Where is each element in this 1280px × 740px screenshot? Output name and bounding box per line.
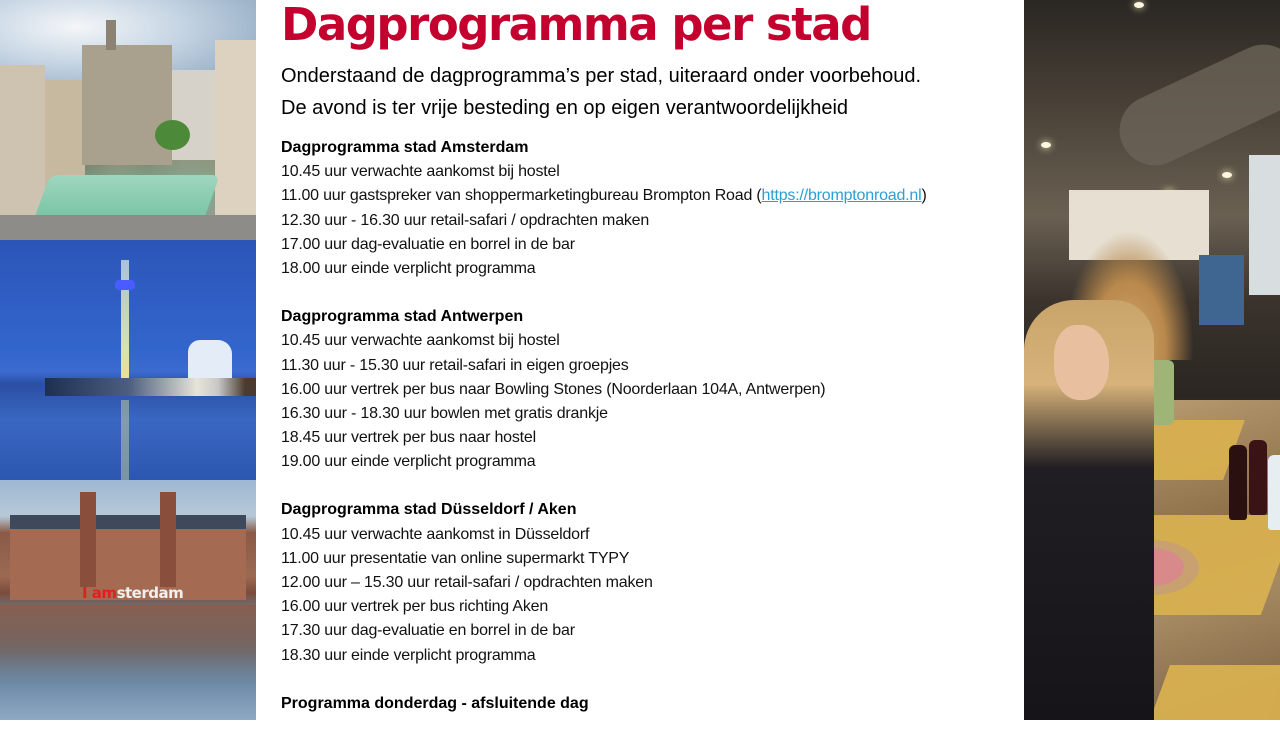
cola-bottle	[1249, 440, 1267, 515]
cola-bottle	[1229, 445, 1247, 520]
schedule-item: 17.30 uur dag-evaluatie en borrel in de bar	[281, 622, 575, 640]
schedule-item: 19.00 uur einde verplicht programma	[281, 453, 536, 471]
museum-roof	[10, 515, 246, 529]
reflecting-pool	[0, 605, 256, 720]
iamsterdam-sign	[82, 584, 183, 602]
blue-panel	[1199, 255, 1244, 325]
section-amsterdam	[281, 136, 1021, 281]
section-heading: Dagprogramma stad Antwerpen	[281, 308, 524, 326]
skyline	[45, 378, 256, 396]
intro-line: Onderstaand de dagprogramma’s per stad, uiteraard onder voorbehoud.	[281, 65, 922, 87]
antwerp-city-photo	[0, 0, 256, 240]
schedule-item: 10.45 uur verwachte aankomst bij hostel	[281, 332, 560, 350]
schedule-item: 11.30 uur - 15.30 uur retail-safari in eigen groepjes	[281, 356, 629, 374]
ceiling-light	[1041, 142, 1051, 148]
left-photo-column	[0, 0, 256, 720]
schedule-item: 10.45 uur verwachte aankomst bij hostel	[281, 163, 560, 181]
dusseldorf-skyline-photo	[0, 240, 256, 480]
building	[0, 65, 45, 215]
schedule-item: 12.30 uur - 16.30 uur retail-safari / opdrachten maken	[281, 211, 650, 229]
page-title: Dagprogramma per stad	[281, 0, 871, 51]
section-heading: Dagprogramma stad Amsterdam	[281, 139, 529, 156]
schedule-item: 10.45 uur verwachte aankomst in Düsseldorf	[281, 525, 590, 543]
section-donderdag	[281, 692, 1021, 716]
section-dusseldorf-aken	[281, 498, 1021, 667]
schedule	[281, 136, 1021, 740]
water-bottle	[1268, 455, 1280, 530]
face	[1054, 325, 1109, 400]
ceiling-light	[1134, 2, 1144, 8]
building	[215, 40, 256, 230]
sign-white-part: sterdam	[116, 584, 184, 602]
schedule-item: 12.00 uur – 15.30 uur retail-safari / opdrachten maken	[281, 574, 653, 591]
museum-tower	[160, 492, 176, 587]
ceiling-light	[1222, 172, 1232, 178]
ornate-building	[82, 45, 172, 165]
schedule-item: 16.30 uur - 18.30 uur bowlen met gratis drankje	[281, 404, 608, 422]
schedule-item: 17.00 uur dag-evaluatie en borrel in de bar	[281, 235, 575, 253]
section-antwerpen	[281, 305, 1021, 474]
brompton-road-link[interactable]: https://bromptonroad.nl	[761, 187, 922, 205]
section-heading: Programma donderdag - afsluitende dag	[281, 694, 589, 712]
schedule-item: 18.00 uur einde verplicht programma	[281, 259, 536, 277]
schedule-item: 16.00 uur vertrek per bus richting Aken	[281, 598, 549, 616]
restaurant-group-dinner-photo	[1024, 0, 1280, 720]
spire	[106, 20, 116, 50]
schedule-item	[281, 184, 1021, 208]
intro-line: De avond is ter vrije besteding en op eigen verantwoordelijkheid	[281, 97, 849, 119]
schedule-item: 11.00 uur presentatie van online supermarkt TYPY	[281, 549, 630, 567]
sign-red-part: I am	[82, 584, 117, 602]
schedule-item-text: )	[921, 187, 927, 205]
museum-tower	[80, 492, 96, 587]
door	[1249, 155, 1280, 295]
water-reflection	[121, 400, 129, 480]
schedule-item-text: 11.00 uur gastspreker van shoppermarketingbureau Brompton Road (	[281, 187, 762, 205]
section-heading: Dagprogramma stad Düsseldorf / Aken	[281, 501, 577, 519]
slide-content	[256, 0, 1024, 720]
rijksmuseum-amsterdam-photo	[0, 480, 256, 720]
schedule-item: 18.45 uur vertrek per bus naar hostel	[281, 429, 536, 447]
placemat	[1148, 665, 1280, 720]
street	[0, 215, 256, 240]
tree	[155, 120, 190, 150]
schedule-item: 18.30 uur einde verplicht programma	[281, 646, 536, 664]
schedule-item: 16.00 uur vertrek per bus naar Bowling Stones (Noorderlaan 104A, Antwerpen)	[281, 380, 826, 398]
tower-pod	[115, 280, 135, 290]
